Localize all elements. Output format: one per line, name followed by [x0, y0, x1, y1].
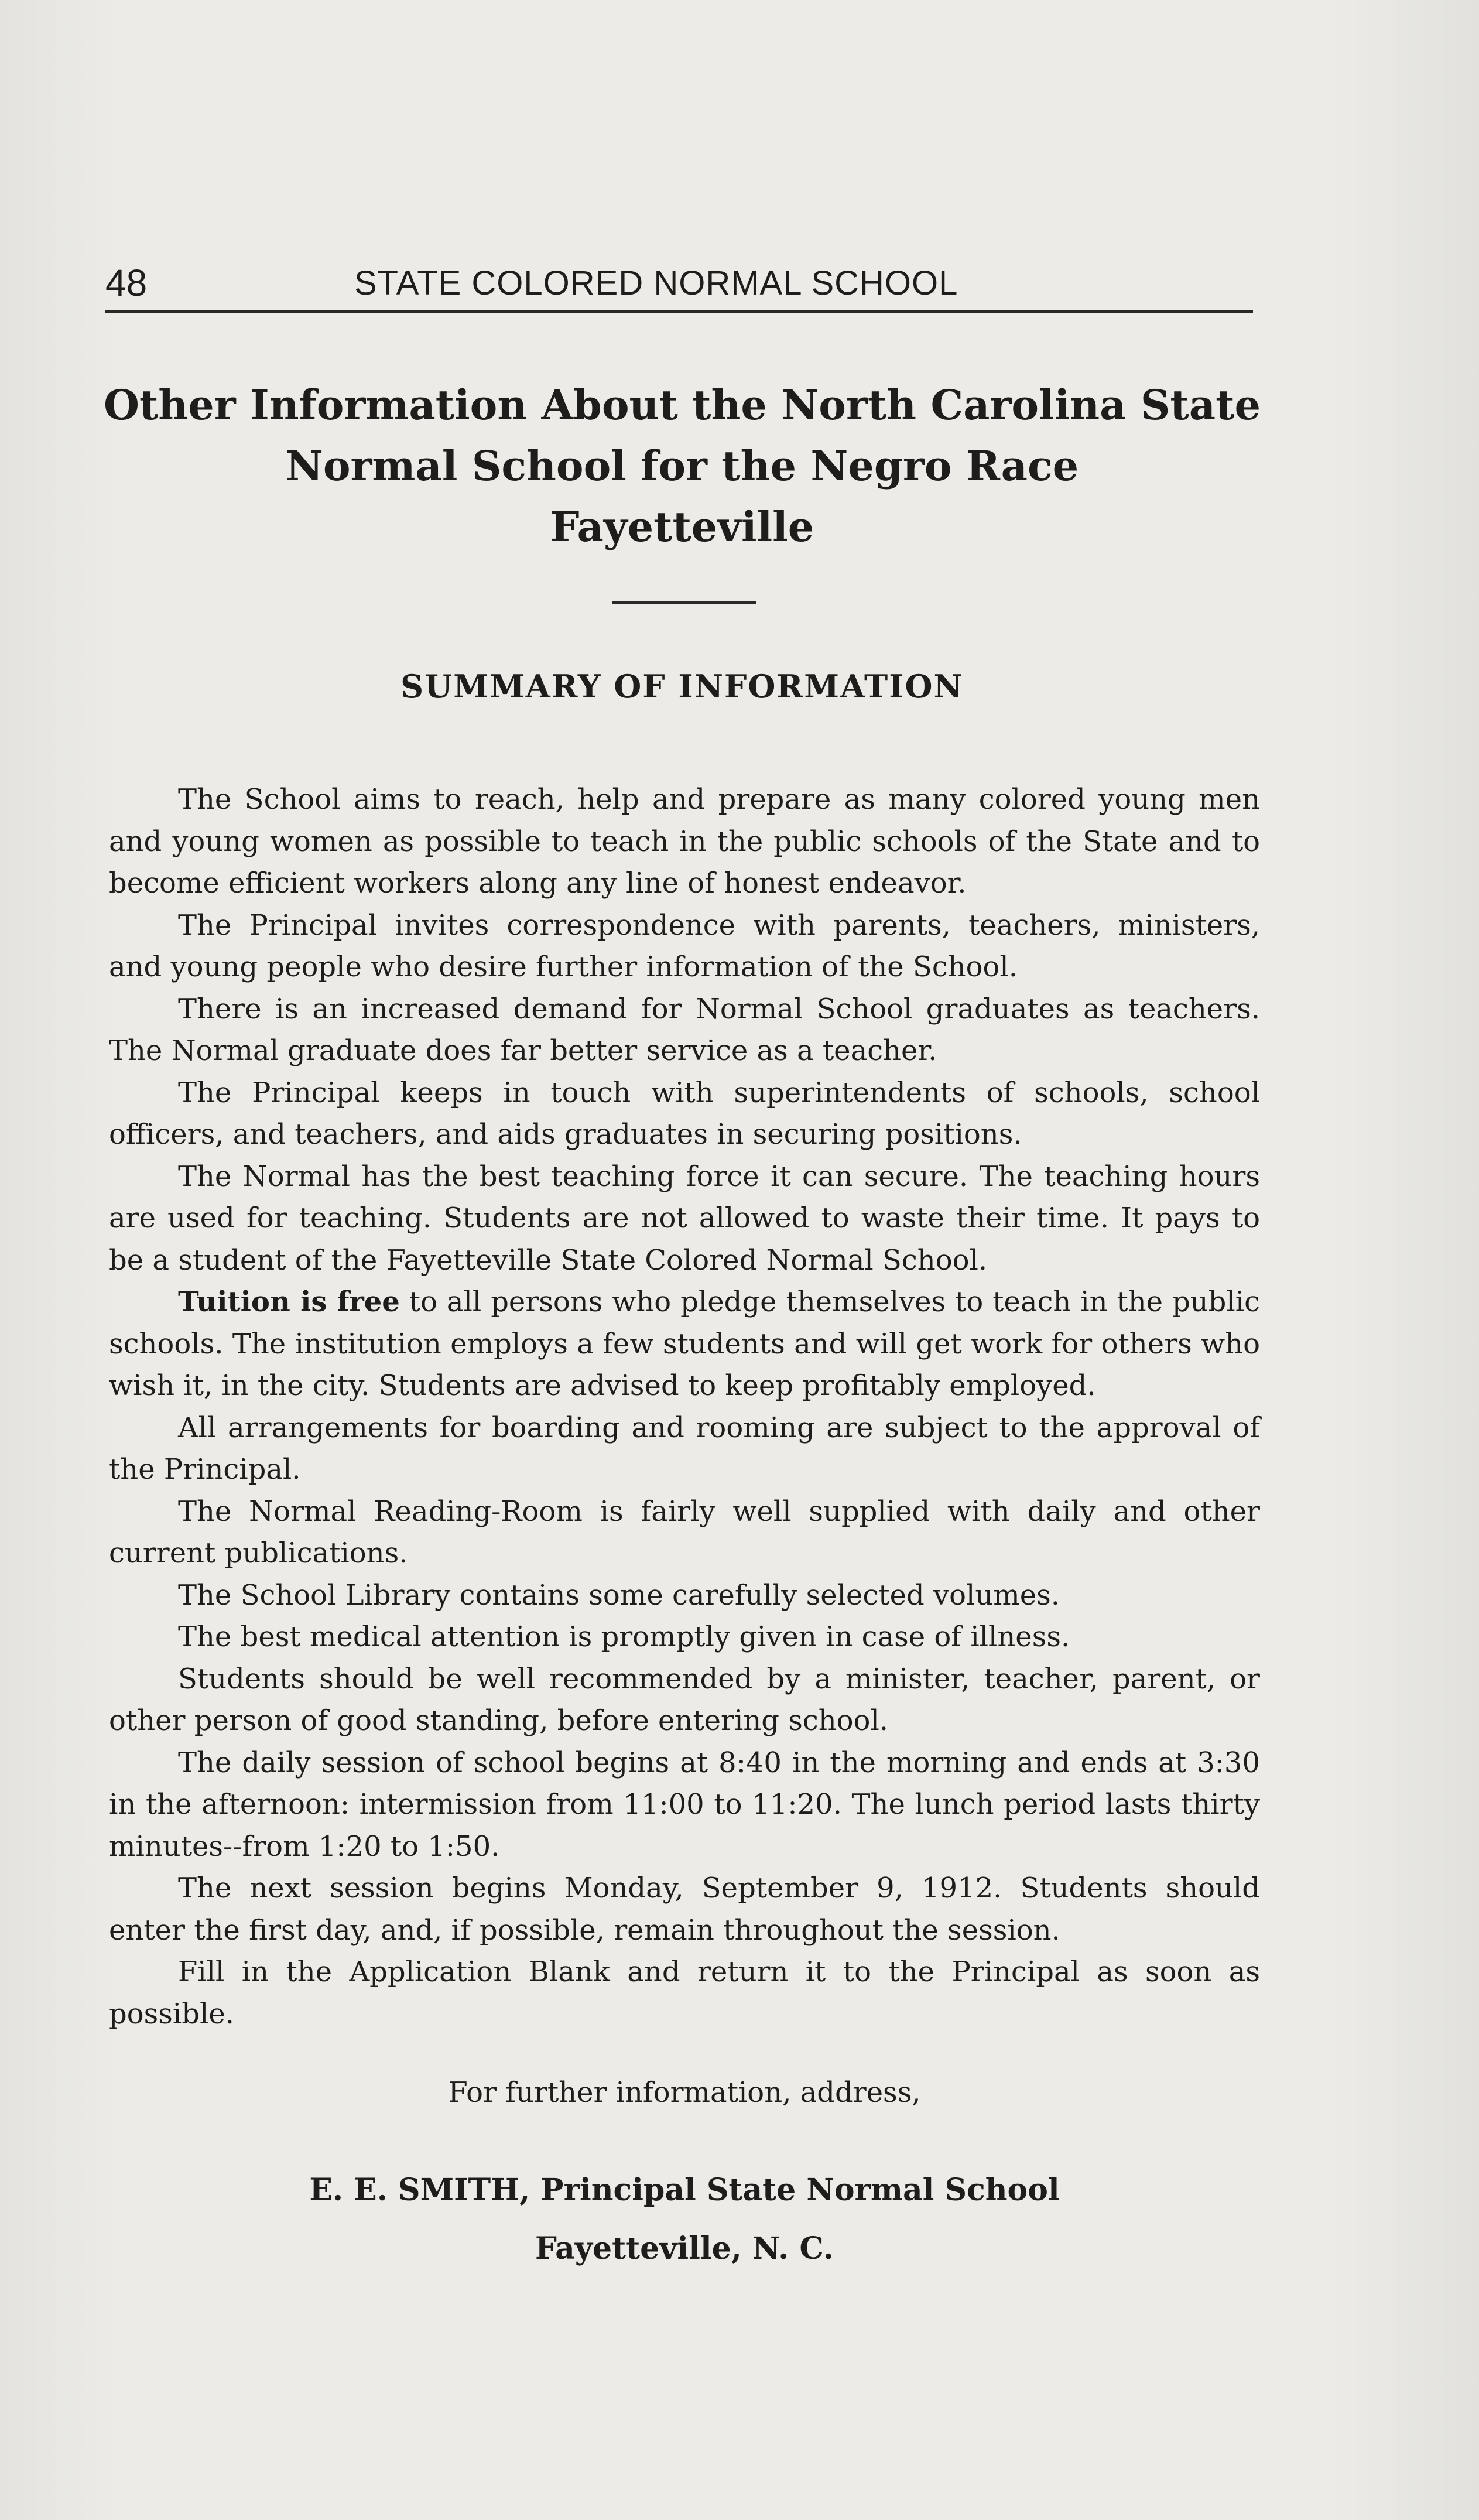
title-line-2: Normal School for the Negro Race: [285, 442, 1079, 490]
paragraph: The best medical attention is promptly given in case of illness.: [178, 1620, 1070, 1653]
paragraph: The School Library contains some carefully selected volumes.: [178, 1578, 1060, 1612]
section-heading: SUMMARY OF INFORMATION: [400, 668, 964, 705]
paragraph: The daily session of school begins at 8:40 in the morning and ends at 3:30 in the afternoon: intermission from 11:00 to 11:20. The lunch period lasts thirty minutes--from 1:20 to 1:50.: [109, 1746, 1260, 1863]
signature-name: E. E. SMITH, Principal State Normal School: [309, 2172, 1060, 2208]
paragraph: There is an increased demand for Normal School graduates as teachers. The Normal graduate does far better service as a teacher.: [109, 992, 1260, 1067]
tuition-text: to all persons who pledge themselves to teach in the public schools. The institution employs a few students and will get work for others who wish it, in the city. Students are advised to keep profitably employed.: [109, 1285, 1260, 1402]
running-title: STATE COLORED NORMAL SCHOOL: [354, 264, 958, 302]
page-header: [105, 258, 1253, 313]
page-number: 48: [105, 262, 148, 304]
paragraph: Students should be well recommended by a minister, teacher, parent, or other person of good standing, before entering school.: [109, 1662, 1260, 1737]
paragraph: The Normal has the best teaching force it can secure. The teaching hours are used for teaching. Students are not allowed to waste their time. It pays to be a student of the Fayetteville State Colored Normal School.: [109, 1160, 1260, 1277]
body-text: [109, 779, 1260, 2035]
page-title: [100, 375, 1265, 558]
paragraph: The next session begins Monday, September 9, 1912. Students should enter the first day, and, if possible, remain throughout the session.: [109, 1872, 1260, 1947]
title-line-3: Fayetteville: [550, 502, 814, 551]
paragraph-tuition: [109, 1281, 1260, 1407]
tuition-lead: Tuition is free: [178, 1285, 400, 1318]
paragraph: The Normal Reading-Room is fairly well supplied with daily and other current publications.: [109, 1495, 1260, 1570]
paragraph: Fill in the Application Blank and return it to the Principal as soon as possible.: [109, 1955, 1260, 2030]
paragraph: All arrangements for boarding and rooming are subject to the approval of the Principal.: [109, 1411, 1260, 1486]
closing-line: For further information, address,: [448, 2076, 921, 2109]
signature-place: Fayetteville, N. C.: [535, 2231, 834, 2266]
paragraph: The School aims to reach, help and prepare as many colored young men and young women as possible to teach in the public schools of the State and to become efficient workers along any line of honest endeavor.: [109, 783, 1260, 900]
section-divider: [612, 601, 756, 604]
paragraph: The Principal invites correspondence with parents, teachers, ministers, and young people who desire further information of the School.: [109, 908, 1260, 983]
paragraph: The Principal keeps in touch with superintendents of schools, school officers, and teachers, and aids graduates in securing positions.: [109, 1076, 1260, 1151]
title-line-1: Other Information About the North Carolina State: [104, 381, 1261, 429]
signature-block: [109, 2161, 1260, 2278]
